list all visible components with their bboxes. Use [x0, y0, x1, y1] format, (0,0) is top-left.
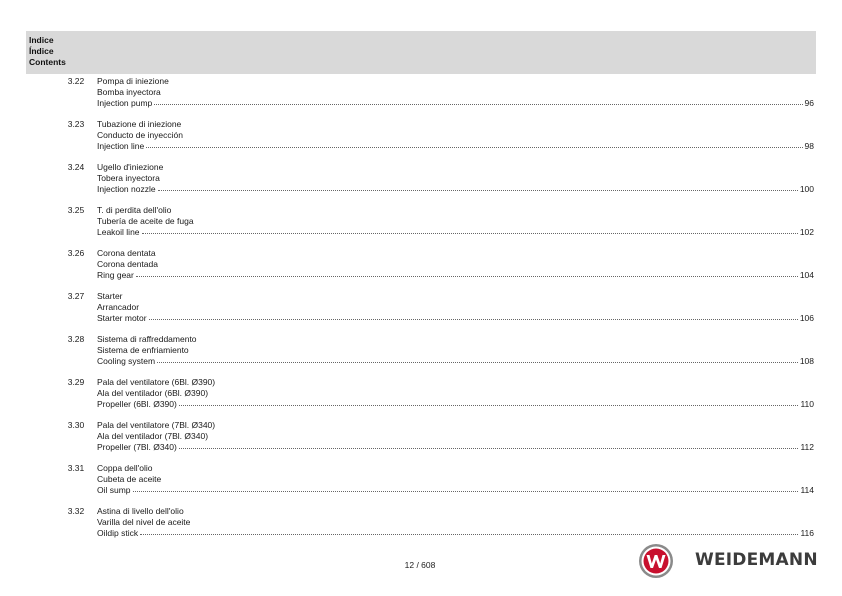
toc-entry[interactable] — [26, 418, 816, 458]
dot-leader — [157, 355, 798, 363]
entry-title-en-row[interactable] — [97, 356, 814, 366]
dot-leader — [179, 441, 799, 449]
toc-entry[interactable] — [26, 117, 816, 157]
entry-title-es: Bomba inyectora — [97, 87, 161, 97]
entry-page-number[interactable]: 98 — [804, 141, 814, 151]
entry-page-number[interactable]: 104 — [799, 270, 814, 280]
header-title-it: Indice — [29, 35, 54, 45]
entry-number: 3.25 — [67, 205, 85, 215]
entry-title-en-row[interactable] — [97, 184, 814, 194]
entry-title-it: T. di perdita dell'olio — [97, 205, 172, 215]
entry-title-it: Sistema di raffreddamento — [97, 334, 197, 344]
entry-page-number[interactable]: 106 — [799, 313, 814, 323]
dot-leader — [158, 183, 798, 191]
entry-title-es: Ala del ventilador (7Bl. Ø340) — [97, 431, 209, 441]
entry-page-number[interactable]: 116 — [800, 528, 814, 538]
entry-number: 3.27 — [67, 291, 85, 301]
weidemann-w-logo-icon — [638, 543, 674, 579]
entry-title-en-row[interactable] — [97, 442, 814, 452]
contents-header — [26, 31, 816, 74]
entry-title-it: Tubazione di iniezione — [97, 119, 182, 129]
entry-title-es: Conducto de inyección — [97, 130, 184, 140]
entry-number: 3.24 — [67, 162, 85, 172]
toc-entry[interactable] — [26, 74, 816, 114]
entry-title-en[interactable]: Propeller (6Bl. Ø390) — [97, 399, 177, 409]
entry-title-en-row[interactable] — [97, 227, 814, 237]
page-indicator: 12 / 608 — [404, 560, 436, 570]
entry-page-number[interactable]: 96 — [804, 98, 814, 108]
brand-name: WEIDEMANN — [695, 550, 818, 570]
entry-title-en[interactable]: Propeller (7Bl. Ø340) — [97, 442, 177, 452]
dot-leader — [179, 398, 799, 406]
toc-entry[interactable] — [26, 504, 816, 544]
entry-page-number[interactable]: 110 — [800, 399, 814, 409]
toc-entry[interactable] — [26, 203, 816, 243]
entry-title-en[interactable]: Oildip stick — [97, 528, 139, 538]
entry-title-es: Tobera inyectora — [97, 173, 160, 183]
entry-number: 3.31 — [67, 463, 85, 473]
entry-page-number[interactable]: 102 — [799, 227, 814, 237]
entry-title-it: Pala del ventilatore (6Bl. Ø390) — [97, 377, 216, 387]
entry-title-es: Varilla del nivel de aceite — [97, 517, 191, 527]
entry-title-it: Coppa dell'olio — [97, 463, 153, 473]
entry-page-number[interactable]: 112 — [800, 442, 814, 452]
entry-page-number[interactable]: 108 — [799, 356, 814, 366]
toc-entry[interactable] — [26, 375, 816, 415]
entry-number: 3.23 — [67, 119, 85, 129]
entry-title-en-row[interactable] — [97, 141, 814, 151]
entry-title-en-row[interactable] — [97, 528, 814, 538]
entry-title-en[interactable]: Cooling system — [97, 356, 156, 366]
entry-title-en-row[interactable] — [97, 270, 814, 280]
entry-title-it: Starter — [97, 291, 123, 301]
entry-title-it: Pala del ventilatore (7Bl. Ø340) — [97, 420, 216, 430]
brand-logo — [638, 543, 818, 579]
entry-number: 3.32 — [67, 506, 85, 516]
entry-page-number[interactable]: 100 — [799, 184, 814, 194]
entry-title-en[interactable]: Injection pump — [97, 98, 153, 108]
entry-title-en-row[interactable] — [97, 485, 814, 495]
entry-title-en[interactable]: Injection line — [97, 141, 145, 151]
entry-title-en[interactable]: Injection nozzle — [97, 184, 156, 194]
entry-title-en-row[interactable] — [97, 399, 814, 409]
entry-title-en[interactable]: Leakoil line — [97, 227, 140, 237]
entry-title-es: Tubería de aceite de fuga — [97, 216, 194, 226]
entry-title-es: Sistema de enfriamiento — [97, 345, 189, 355]
entry-title-it: Astina di livello dell'olio — [97, 506, 184, 516]
dot-leader — [146, 140, 802, 148]
entry-title-es: Corona dentada — [97, 259, 158, 269]
entry-title-en-row[interactable] — [97, 98, 814, 108]
toc-entry[interactable] — [26, 289, 816, 329]
entry-title-it: Ugello d'iniezione — [97, 162, 164, 172]
dot-leader — [142, 226, 798, 234]
entry-title-it: Pompa di iniezione — [97, 76, 169, 86]
entry-title-it: Corona dentata — [97, 248, 156, 258]
entry-title-en[interactable]: Oil sump — [97, 485, 131, 495]
entry-title-en[interactable]: Starter motor — [97, 313, 147, 323]
entry-number: 3.30 — [67, 420, 85, 430]
toc-entry[interactable] — [26, 160, 816, 200]
entry-title-en-row[interactable] — [97, 313, 814, 323]
dot-leader — [133, 484, 799, 492]
dot-leader — [154, 97, 802, 105]
header-title-es: Índice — [29, 46, 54, 56]
toc-entry[interactable] — [26, 332, 816, 372]
entry-number: 3.26 — [67, 248, 85, 258]
entry-title-en[interactable]: Ring gear — [97, 270, 134, 280]
dot-leader — [136, 269, 798, 277]
dot-leader — [149, 312, 798, 320]
entry-title-es: Cubeta de aceite — [97, 474, 162, 484]
entry-number: 3.29 — [67, 377, 85, 387]
entry-page-number[interactable]: 114 — [800, 485, 814, 495]
toc-entry[interactable] — [26, 461, 816, 501]
entry-number: 3.22 — [67, 76, 85, 86]
entry-number: 3.28 — [67, 334, 85, 344]
entry-title-es: Arrancador — [97, 302, 140, 312]
dot-leader — [140, 527, 798, 535]
header-title-en: Contents — [29, 57, 66, 67]
entry-title-es: Ala del ventilador (6Bl. Ø390) — [97, 388, 209, 398]
toc-entry[interactable] — [26, 246, 816, 286]
